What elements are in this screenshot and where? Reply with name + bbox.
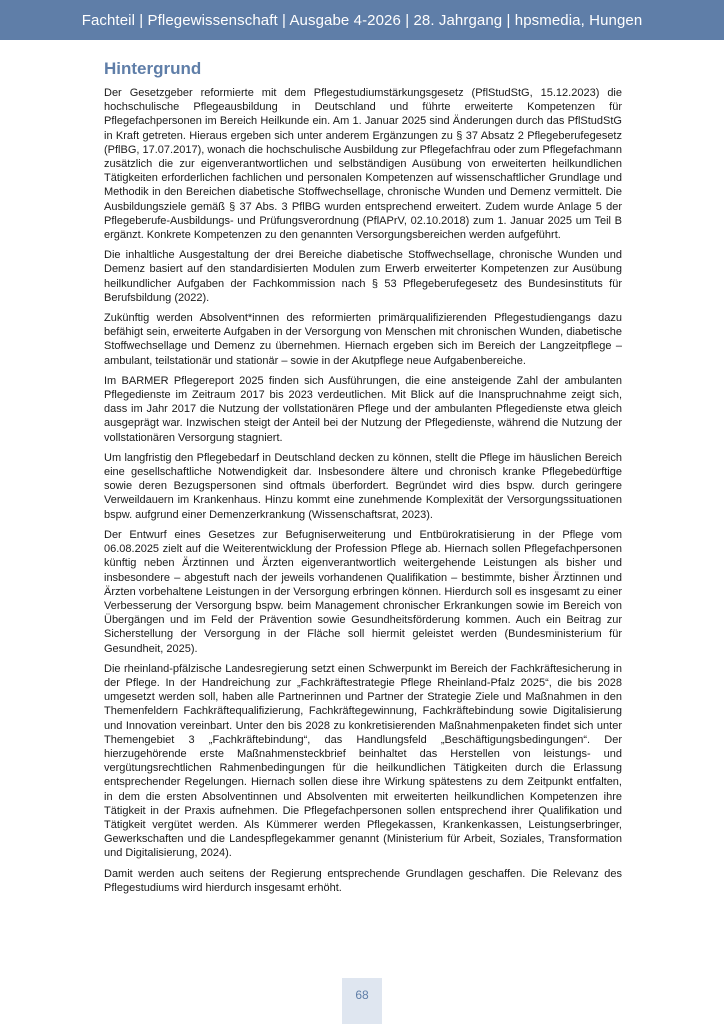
- running-header-text: Fachteil | Pflegewissenschaft | Ausgabe 4-2026 | 28. Jahrgang | hpsmedia, Hungen: [81, 11, 643, 29]
- paragraph: Im BARMER Pflegereport 2025 finden sich Ausführungen, die eine ansteigende Zahl der ambulanten Pflegedienste im Zeitraum 2017 bis 2023 verdeutlichen. Mit Blick auf die Inanspruchnahme zeigt sich, dass im Jahr 2017 die Nutzung der vollstationären Pflege und der ambulanten Pflegedienste etwa gleich ausgeprägt war. Inzwischen steigt der Anteil bei der Nutzung der Pflegedienste, während die Nutzung der vollstationären Versorgung stagniert.: [104, 374, 622, 444]
- paragraph: Der Gesetzgeber reformierte mit dem Pflegestudiumstärkungsgesetz (PflStudStG, 15.12.2023) die hochschulische Pflegeausbildung in Deutschland und führte erweiterte Kompetenzen für Pflegefachpersonen im Bereich Heilkunde ein. Am 1. Januar 2025 sind Änderungen durch das PflStudStG in Kraft getreten. Hieraus ergeben sich unter anderem Ergänzungen zu § 37 Absatz 2 Pflegeberufegesetz (PflBG, 17.07.2017), wonach die hochschulische Ausbildung zur Pflegefachfrau oder zum Pflegefachmann zusätzlich die zur eigenverantwortlichen und selbständigen Ausübung von erweiterten heilkundlichen Tätigkeiten erforderlichen fachlichen und personalen Kompetenzen auf wissenschaftlicher Grundlage und Methodik in den Bereichen diabetische Stoffwechsellage, chronische Wunden und Demenz vermittelt. Die Ausbildungsziele gemäß § 37 Abs. 3 PflBG wurden entsprechend erweitert. Zudem wurde Anlage 5 der Pflegeberufe-Ausbildungs- und Prüfungsverordnung (PflAPrV, 02.10.2018) zum 1. Januar 2025 um Teil B ergänzt. Konkrete Kompetenzen zu den genannten Versorgungsbereichen werden aufgeführt.: [104, 87, 622, 242]
- paragraph: Um langfristig den Pflegebedarf in Deutschland decken zu können, stellt die Pflege im häuslichen Bereich eine gesellschaftliche Notwendigkeit dar. Insbesondere ältere und chronisch kranke Pflegebedürftige sowie deren Bezugspersonen sind oftmals überfordert. Begründet wird dies bspw. durch geringere Verweildauern im Krankenhaus. Hinzu kommt eine zunehmende Komplexität der Versorgungssituationen bspw. aufgrund einer Demenzerkrankung (Wissenschaftsrat, 2023).: [104, 451, 622, 521]
- page-number-text: 68: [355, 988, 369, 1002]
- page-number: [342, 978, 382, 1024]
- running-header: [0, 0, 724, 40]
- paragraph: Die inhaltliche Ausgestaltung der drei Bereiche diabetische Stoffwechsellage, chronische Wunden und Demenz basiert auf den standardisierten Modulen zum Erwerb erweiterter Kompetenzen zur Ausübung heilkundlicher Aufgaben der Fachkommission nach § 53 Pflegeberufegesetz des Bundesinstituts für Berufsbildung (2022).: [104, 249, 622, 304]
- paragraph: Die rheinland-pfälzische Landesregierung setzt einen Schwerpunkt im Bereich der Fachkräftesicherung in der Pflege. In der Handreichung zur „Fachkräftestrategie Pflege Rheinland-Pfalz 2025“, die bis 2028 umgesetzt werden soll, haben alle Partnerinnen und Partner der Strategie Ziele und Maßnahmen in den Themenfeldern Fachkräftequalifizierung, Fachkräftegewinnung, Fachkräftebindung sowie Digitalisierung und Innovation vereinbart. Unter den bis 2028 zu konkretisierenden Maßnahmenpaketen findet sich unter Themengebiet 3 „Fachkräftebindung“, das Handlungsfeld „Beschäftigungsbedingungen“. Der hierzugehörende erste Maßnahmensteckbrief beinhaltet das Herstellen von leistungs- und vergütungsrechtlichen Rahmenbedingungen für die heilkundlichen Tätigkeiten durch die Erlassung entsprechender Regelungen. Hiernach sollen diese ihre Wirkung spätestens zu dem Zeitpunkt entfalten, in dem die ersten Absolventinnen und Absolventen mit erweiterten heilkundlichen Kompetenzen ihre Tätigkeit in der Praxis aufnehmen. Die Pflegefachpersonen sollen entsprechend ihrer Qualifikation und Tätigkeit vergütet werden. Als Kümmerer werden Pflegekassen, Krankenkassen, Leistungserbringer, Gewerkschaften und die Landespflegekammer genannt (Ministerium für Arbeit, Soziales, Transformation und Digitalisierung, 2024).: [104, 662, 622, 860]
- article-body: [104, 58, 622, 901]
- paragraph: Zukünftig werden Absolvent*innen des reformierten primärqualifizierenden Pflegestudiengangs dazu befähigt sein, erweiterte Aufgaben in der Versorgung von Menschen mit chronischen Wunden, diabetische Stoffwechsellage und Demenz zu übernehmen. Hiernach ergeben sich im Bereich der Langzeitpflege – ambulant, teilstationär und stationär – sowie in der Akutpflege neue Aufgabenbereiche.: [104, 312, 622, 367]
- paragraph: Der Entwurf eines Gesetzes zur Befugniserweiterung und Entbürokratisierung in der Pflege vom 06.08.2025 zielt auf die Weiterentwicklung der Profession Pflege ab. Hiernach sollen Pflegefachpersonen künftig neben Ärztinnen und Ärzten eigenverantwortlich weitergehende Leistungen als bisher und insbesondere – abgestuft nach der jeweils vorhandenen Qualifikation – bestimmte, bisher Ärztinnen und Ärzten vorbehaltene Leistungen in der Versorgung erbringen können. Hierdurch soll es insgesamt zu einer Verbesserung der Versorgung bspw. beim Management chronischer Erkrankungen sowie im Bereich von Übergängen und im Feld der Prävention sowie Gesundheitsförderung kommen. Auch ein Beitrag zur Sicherstellung der Versorgung in der Fläche soll hiermit geleistet werden (Bundesministerium für Gesundheit, 2025).: [104, 528, 622, 655]
- section-title: Hintergrund: [104, 59, 202, 78]
- paragraph: Damit werden auch seitens der Regierung entsprechende Grundlagen geschaffen. Die Relevanz des Pflegestudiums wird hierdurch insgesamt erhöht.: [104, 867, 622, 894]
